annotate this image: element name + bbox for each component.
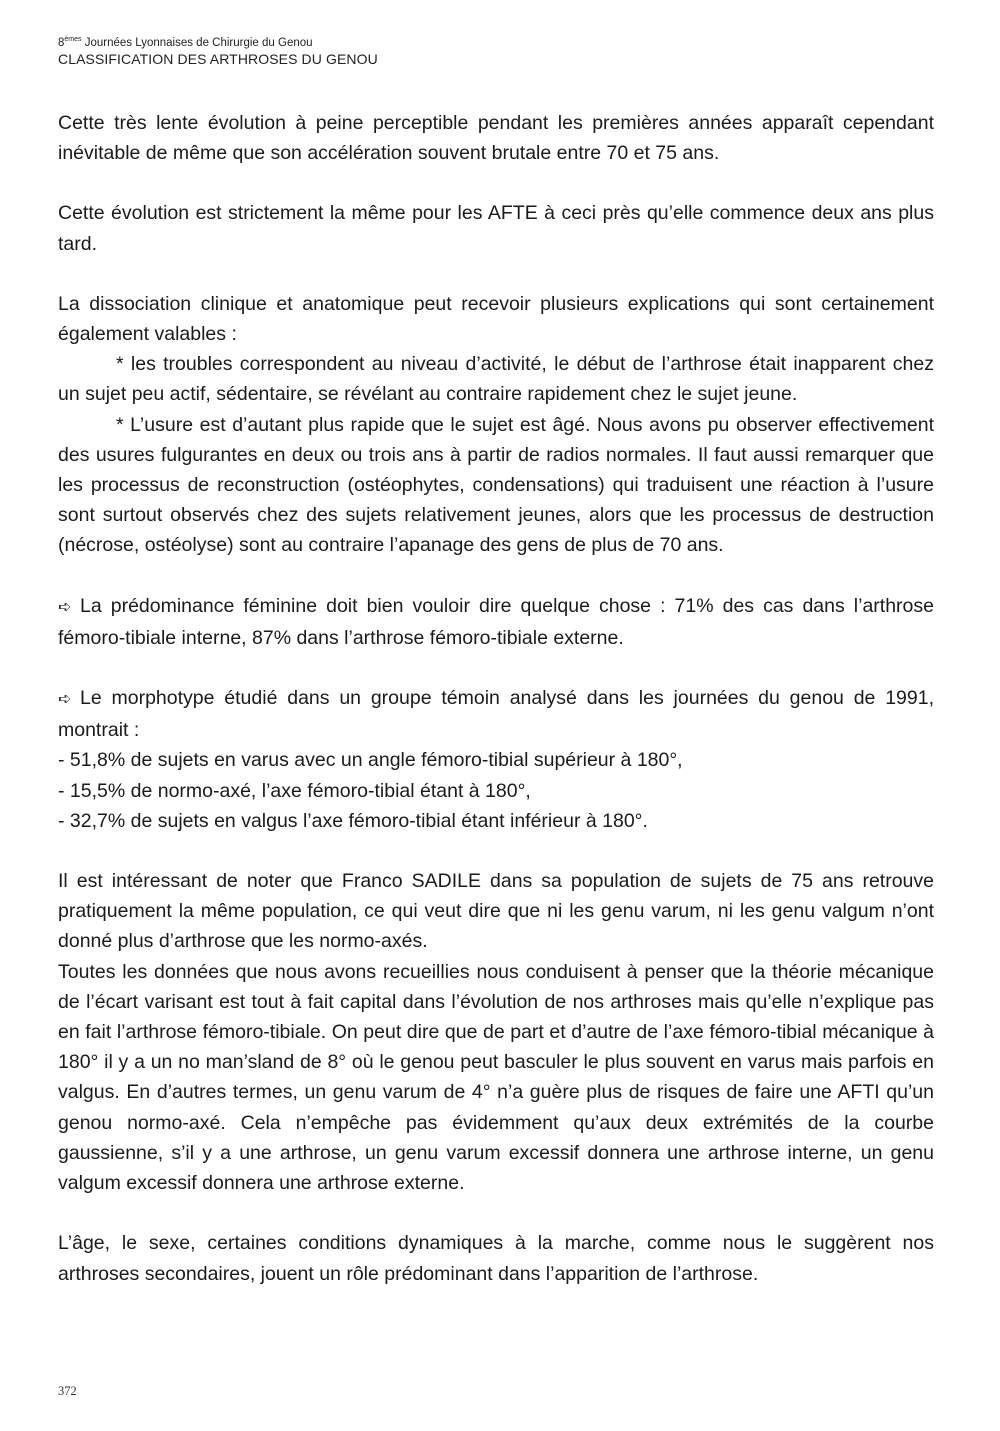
paragraph-6: Il est intéressant de noter que Franco SADILE dans sa population de sujets de 75 ans retrouve pratiquement la même population, ce qui veut dire que ni les genu varum, ni les genu valgum n’ont donné plus d’arthrose que les normo-axés. <box>58 870 934 953</box>
chapter-title: CLASSIFICATION DES ARTHROSES DU GENOU <box>58 51 378 67</box>
paragraph-5-text: Le morphotype étudié dans un groupe témoin analysé dans les journées du genou de 1991, montrait : <box>58 687 934 742</box>
paragraph-4-text: La prédominance féminine doit bien vouloir dire quelque chose : 71% des cas dans l’arthrose fémoro-tibiale interne, 87% dans l’arthrose fémoro-tibiale externe. <box>58 594 934 649</box>
paragraph-3-item-1: * les troubles correspondent au niveau d’activité, le début de l’arthrose était inapparent chez un sujet peu actif, sédentaire, se révélant au contraire rapidement chez le sujet jeune. <box>58 353 934 406</box>
conference-name <box>58 36 938 51</box>
edition-suffix: èmes <box>64 36 82 44</box>
list-item: - 51,8% de sujets en varus avec un angle fémoro-tibial supérieur à 180°, <box>58 749 683 772</box>
list-item: - 15,5% de normo-axé, l’axe fémoro-tibial étant à 180°, <box>58 779 531 802</box>
paragraph-8: L’âge, le sexe, certaines conditions dynamiques à la marche, comme nous le suggèrent nos arthroses secondaires, jouent un rôle prédominant dans l’apparition de l’arthrose. <box>58 1232 934 1285</box>
list-item: - 32,7% de sujets en valgus l’axe fémoro-tibial étant inférieur à 180°. <box>58 809 648 832</box>
paragraph-5 <box>58 683 934 745</box>
paragraph-3-item-2: * L’usure est d’autant plus rapide que le sujet est âgé. Nous avons pu observer effectivement des usures fulgurantes en deux ou trois ans à partir de radios normales. Il faut aussi remarquer que les processus de reconstruction (ostéophytes, condensations) qui traduisent une réaction à l’usure sont surtout observés chez des sujets relativement jeunes, alors que les processus de destruction (nécrose, ostéolyse) sont au contraire l’apanage des gens de plus de 70 ans. <box>58 413 934 557</box>
paragraph-2: Cette évolution est strictement la même pour les AFTE à ceci près qu’elle commence deux ans plus tard. <box>58 202 934 255</box>
page-number: 372 <box>58 1384 77 1398</box>
paragraph-4 <box>58 591 934 653</box>
running-header <box>58 36 938 68</box>
arrow-bullet-icon: ➪ <box>58 598 72 616</box>
paragraph-7: Toutes les données que nous avons recueillies nous conduisent à penser que la théorie mécanique de l’écart varisant est tout à fait capital dans l’évolution de nos arthroses mais qu’elle n’explique pas en fait l’arthrose fémoro-tibiale. On peut dire que de part et d’autre de l’axe fémoro-tibial mécanique à 180° il y a un no man’sland de 8° où le genou peut basculer le plus souvent en varus mais parfois en valgus. En d’autres termes, un genu varum de 4° n’a guère plus de risques de faire une AFTI qu’un genou normo-axé. Cela n’empêche pas évidemment qu’aux deux extrémités de la courbe gaussienne, s’il y a une arthrose, un genu varum excessif donnera une arthrose interne, un genu valgum excessif donnera une arthrose externe. <box>58 960 934 1195</box>
arrow-bullet-icon: ➪ <box>58 691 72 709</box>
paragraph-1: Cette très lente évolution à peine perceptible pendant les premières années apparaît cependant inévitable de même que son accélération souvent brutale entre 70 et 75 ans. <box>58 112 934 165</box>
paragraph-3: La dissociation clinique et anatomique peut recevoir plusieurs explications qui sont certainement également valables : <box>58 292 934 346</box>
body-text <box>58 108 934 1289</box>
conference-title: Journées Lyonnaises de Chirurgie du Genou <box>84 37 313 49</box>
edition-number: 8 <box>58 37 65 49</box>
